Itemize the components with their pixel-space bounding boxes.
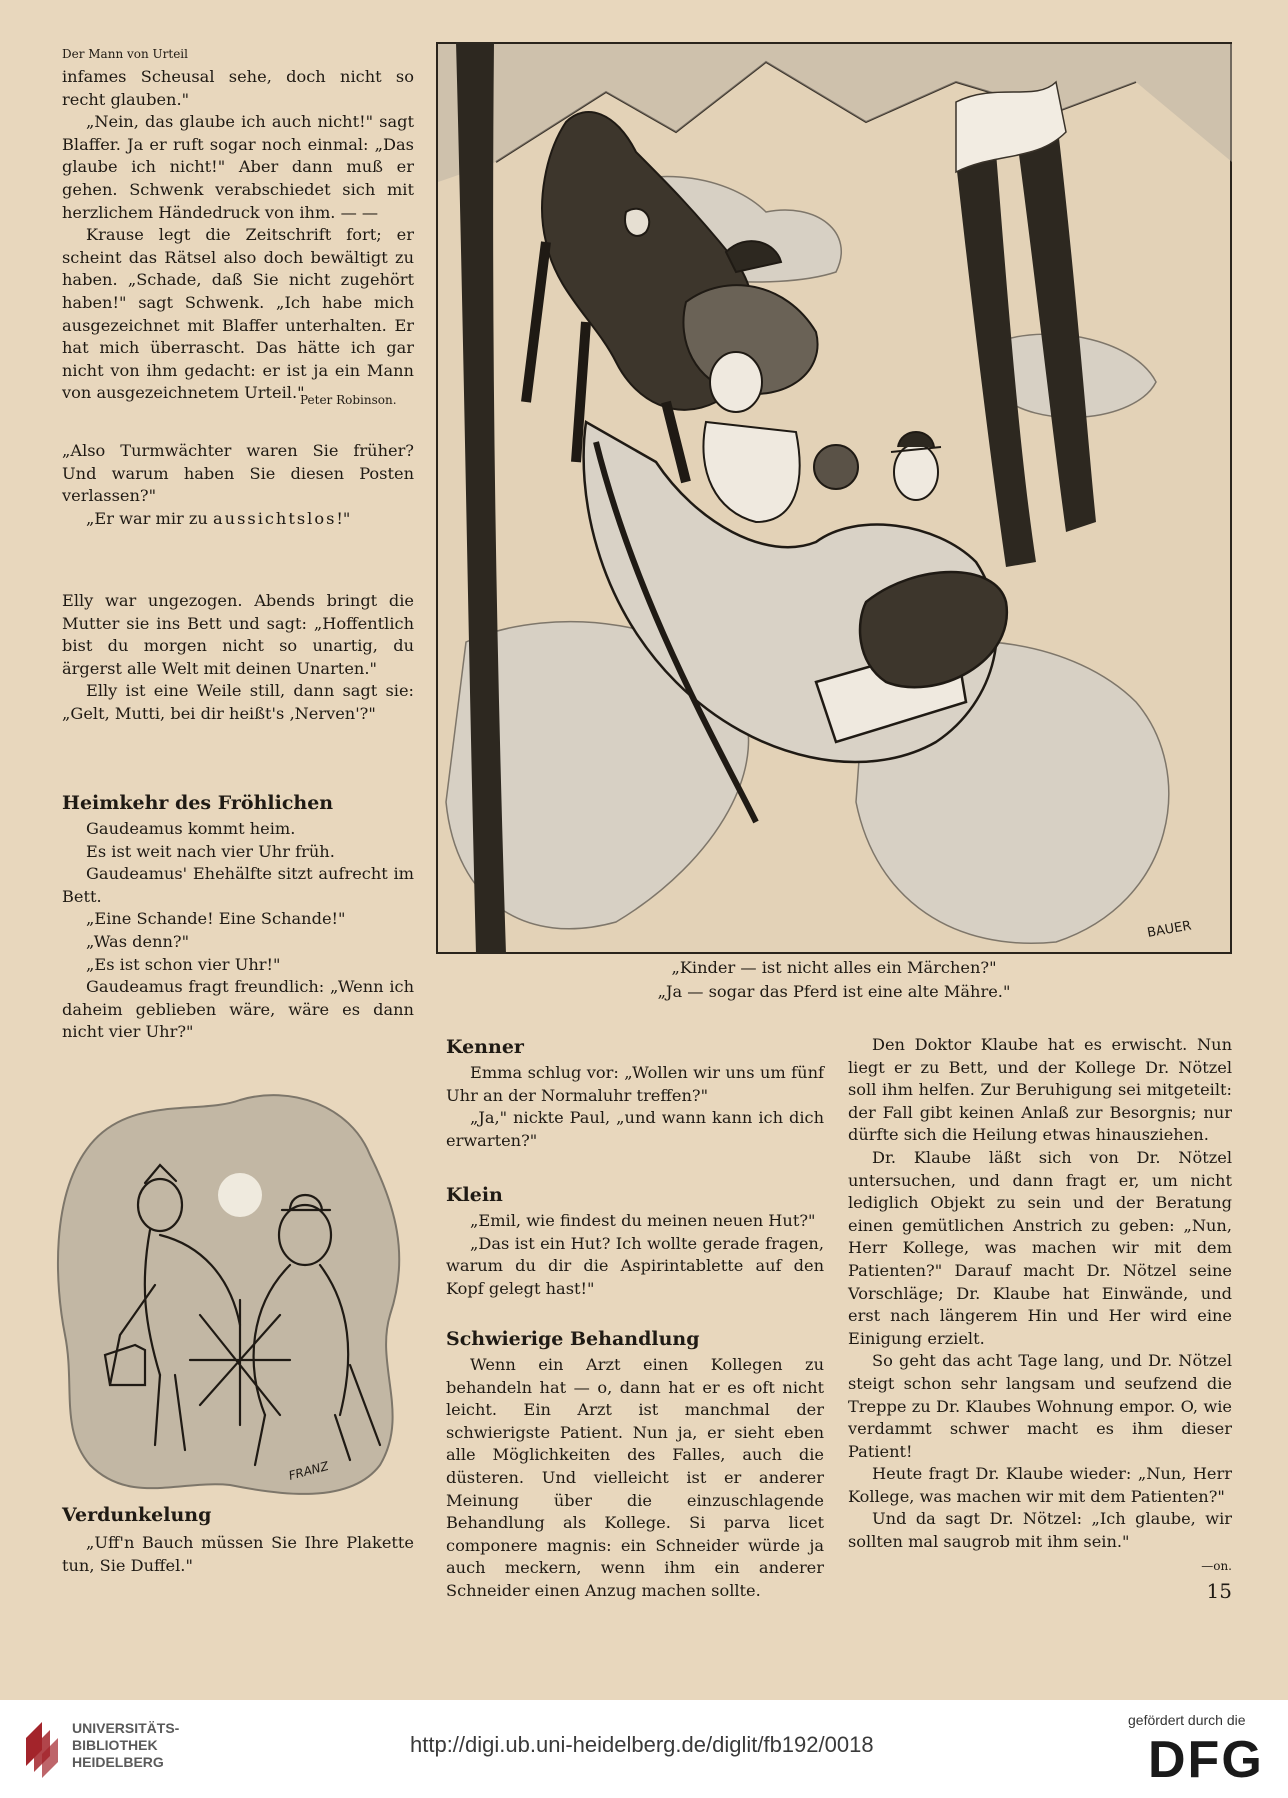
harness-bell — [625, 209, 649, 236]
heimkehr-line: „Was denn?" — [86, 931, 190, 951]
behandlung-paragraph: Den Doktor Klaube hat es erwischt. Nun liegt er zu Bett, und der Kollege Dr. Nötzel soll ihm helfen. Zur Beruhigung sei mitgeteilt: der Fall gibt keinen Anlaß zur Besorgnis; nur dürfte sich die Heilung etwas hinausziehen. — [848, 1035, 1232, 1145]
turm-question: „Also Turmwächter waren Sie früher? Und warum haben Sie diesen Posten verlassen?" — [62, 441, 414, 506]
turm-answer: „Er war mir zu aussichtslos!" — [86, 508, 351, 528]
klein-paragraph: „Emil, wie findest du meinen neuen Hut?" — [470, 1211, 816, 1230]
heimkehr-line: „Eine Schande! Eine Schande!" — [86, 909, 346, 929]
main-illustration — [436, 42, 1232, 954]
heimkehr-line: Gaudeamus' Ehehälfte sitzt aufrecht im Bett. — [62, 864, 414, 906]
funding-note: gefördert durch die — [1128, 1712, 1246, 1728]
caption-line-2: „Ja — sogar das Pferd ist eine alte Mähre." — [657, 982, 1011, 1001]
kenner-title: Kenner — [446, 1036, 524, 1058]
kenner-paragraph: „Ja," nickte Paul, „und wann kann ich dich erwarten?" — [446, 1108, 824, 1150]
heimkehr-title: Heimkehr des Fröhlichen — [62, 792, 334, 814]
klein-title: Klein — [446, 1184, 503, 1206]
page-number: 15 — [1206, 1579, 1232, 1603]
verdunkelung-title: Verdunkelung — [62, 1504, 212, 1526]
behandlung-paragraph: Und da sagt Dr. Nötzel: „Ich glaube, wir sollten mal saugrob mit ihm sein." — [848, 1509, 1232, 1552]
flashlight-glow — [218, 1173, 262, 1217]
behandlung-signature: —on. — [1201, 1559, 1232, 1573]
story-author: Peter Robinson. — [300, 393, 397, 407]
cartoon-signature: FRANZ — [287, 1458, 331, 1483]
kenner-paragraph: Emma schlug vor: „Wollen wir uns um fünf Uhr an der Normaluhr treffen?" — [446, 1063, 824, 1105]
caption-line-1: „Kinder — ist nicht alles ein Märchen?" — [671, 958, 997, 977]
heimkehr-line: Gaudeamus fragt freundlich: „Wenn ich daheim geblieben wäre, wäre es dann nicht vier Uhr?" — [62, 977, 414, 1042]
cartoon-blob — [58, 1095, 399, 1494]
klein-paragraph: „Das ist ein Hut? Ich wollte gerade fragen, warum du dir die Aspirintablette auf den Kopf gelegt hast!" — [446, 1233, 824, 1298]
running-head: Der Mann von Urteil — [62, 47, 188, 61]
university-name: UNIVERSITÄTS- BIBLIOTHEK HEIDELBERG — [72, 1720, 180, 1770]
heimkehr-line: „Es ist schon vier Uhr!" — [86, 954, 281, 974]
story-paragraph: infames Scheusal sehe, doch nicht so recht glauben." — [62, 67, 414, 109]
behandlung-text-1 — [446, 1354, 824, 1603]
heimkehr-line: Gaudeamus kommt heim. — [86, 819, 296, 838]
behandlung-paragraph: Heute fragt Dr. Klaube wieder: „Nun, Herr Kollege, was machen wir mit dem Patienten?" — [848, 1464, 1232, 1506]
story-text — [62, 66, 414, 405]
elly-paragraph: Elly ist eine Weile still, dann sagt sie: „Gelt, Mutti, bei dir heißt's ‚Nerven'?" — [62, 681, 414, 723]
elly-paragraph: Elly war ungezogen. Abends bringt die Mutter sie ins Bett und sagt: „Hoffentlich bist du morgen nicht so unartig, du ärgerst alle Welt mit deinen Unarten." — [62, 591, 414, 678]
story-paragraph: „Nein, das glaube ich auch nicht!" sagt Blaffer. Ja er ruft sogar noch einmal: „Das glaube ich nicht!" Aber dann muß er gehen. Schwenk verabschiedet sich mit herzlichem Händedruck von ihm. — — — [62, 112, 414, 222]
story-paragraph: Krause legt die Zeitschrift fort; er scheint das Rätsel also doch bewältigt zu haben. „Schade, daß Sie nicht zugehört haben!" sagt Schwenk. „Ich habe mich ausgezeichnet mit Blaffer unterhalten. Er hat mich überrascht. Das hätte ich gar nicht von ihm gedacht: er ist ja ein Mann von ausgezeichnetem Urteil." — [62, 225, 414, 403]
verdunkelung-paragraph: „Uff'n Bauch müssen Sie Ihre Plakette tun, Sie Duffel." — [62, 1533, 414, 1575]
turm-joke — [62, 440, 414, 530]
digital-library-link[interactable]: http://digi.ub.uni-heidelberg.de/diglit/fb192/0018 — [410, 1732, 874, 1757]
verdunkelung-cartoon — [50, 1085, 420, 1510]
illustration-caption — [436, 956, 1232, 1004]
dfg-logo: DFG — [1148, 1731, 1264, 1789]
klein-text — [446, 1210, 824, 1300]
university-logo-icon — [22, 1716, 64, 1778]
elly-joke — [62, 590, 414, 726]
behandlung-text-2 — [848, 1034, 1232, 1554]
behandlung-paragraph: So geht das acht Tage lang, und Dr. Nötzel steigt schon sehr langsam und seufzend die Treppe zu Dr. Klaubes Wohnung empor. O, wie verdammt schwer macht es ihm dieser Patient! — [848, 1351, 1232, 1461]
behandlung-paragraph: Dr. Klaube läßt sich von Dr. Nötzel untersuchen, und dann fragt er, um nicht lediglich Objekt zu sein und der Beratung einen gemütlichen Anstrich zu geben: „Nun, Herr Kollege, was machen wir mit dem Patienten?" Darauf macht Dr. Nötzel seine Vorschläge; Dr. Klaube hat Einwände, und erst nach längerem Hin und Her wird eine Einigung erzielt. — [848, 1147, 1232, 1348]
behandlung-title: Schwierige Behandlung — [446, 1328, 700, 1350]
kenner-text — [446, 1062, 824, 1152]
heimkehr-line: Es ist weit nach vier Uhr früh. — [86, 841, 335, 861]
behandlung-paragraph: Wenn ein Arzt einen Kollegen zu behandeln hat — o, dann hat er es oft nicht leicht. Ein Arzt ist manchmal der schwierigste Patient. Nun ja, er sieht eben alle Möglichkeiten des Falles, auch die düsteren. Und vielleicht ist er anderer Meinung über die einzuschlagende Behandlung als Kollege. Si parva licet componere magnis: ein Schneider würde ja auch meckern, wenn ihm ein anderer Schneider einen Anzug machen sollte. — [446, 1355, 824, 1600]
heimkehr-text — [62, 818, 414, 1044]
verdunkelung-text — [62, 1532, 414, 1577]
illustration-signature: BAUER — [1146, 918, 1193, 941]
